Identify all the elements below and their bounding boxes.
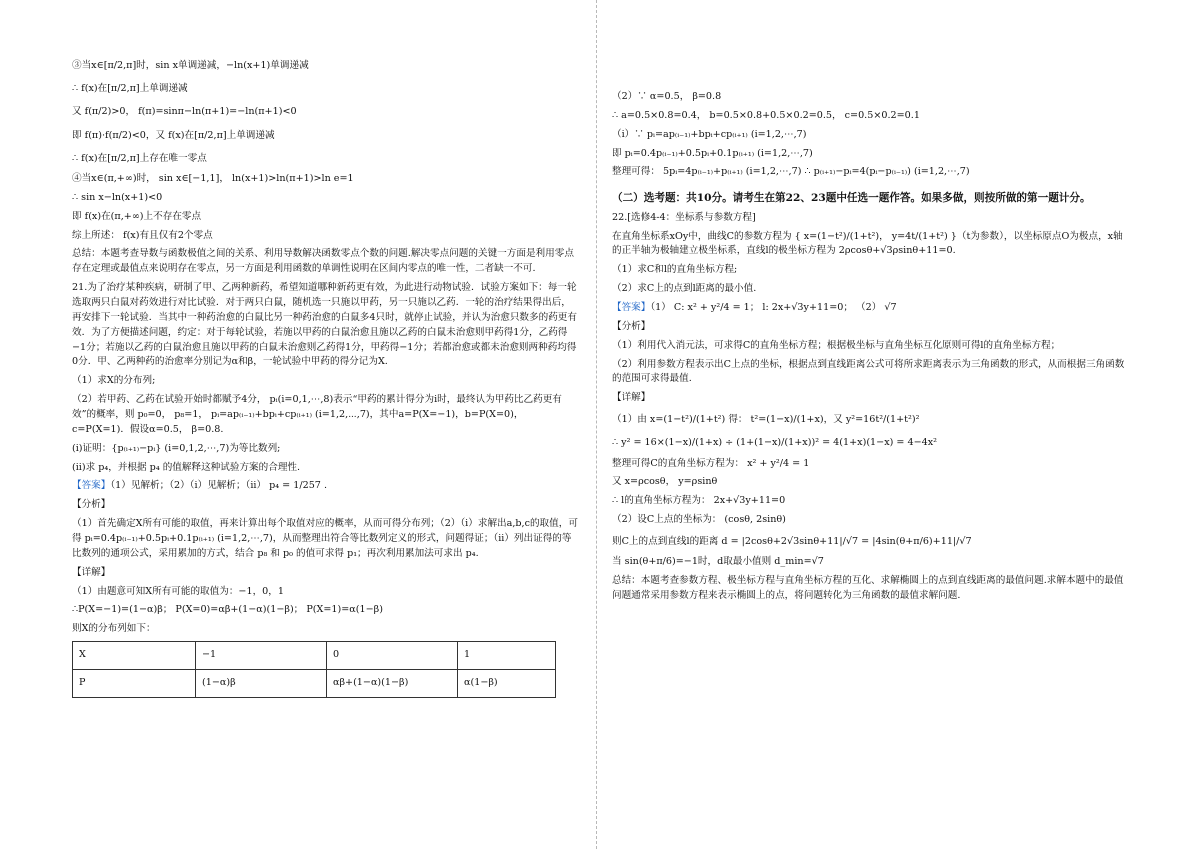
text-line: 则X的分布列如下： <box>72 623 156 635</box>
summary-paragraph: 总结：本题考查导数与函数极值之间的关系、利用导数解决函数零点个数的问题.解决零点问题的关键一方面是利用零点存在定理或最值点来说明存在零点，另一方面是利用函数的单调性说明在区间内零点的唯一性，二者缺一不可. <box>72 248 574 275</box>
table-cell: 1 <box>458 642 556 670</box>
text-line: 即 f(x)在(π,+∞)上不存在零点 <box>72 210 202 222</box>
text-line: 即 pᵢ=0.4p₍ᵢ₋₁₎+0.5pᵢ+0.1p₍ᵢ₊₁₎ (i=1,2,⋯,7) <box>612 147 813 159</box>
table-cell: X <box>73 642 196 670</box>
text-line: （2）∵ α=0.5， β=0.8 <box>612 91 722 102</box>
answer-text: （1）见解析；（2）（i）见解析；（ii） p₄ = 1/257 . <box>110 480 328 492</box>
text-line: (i)证明：{p₍ᵢ₊₁₎−pᵢ} (i=0,1,2,⋯,7)为等比数列; <box>72 442 281 454</box>
text-line: （2）求C上的点到l距离的最小值. <box>612 283 757 295</box>
answer-line <box>612 301 1128 316</box>
answer-text: （1） C: x² + y²/4 = 1； l: 2x+√3y+11=0； （2） √7 <box>650 302 897 313</box>
question-22-title: 22.[选修4-4：坐标系与参数方程] <box>612 211 756 223</box>
text-line: （1）求C和l的直角坐标方程; <box>612 264 738 276</box>
text-line: 综上所述： f(x)有且仅有2个零点 <box>72 229 213 241</box>
detail-tag: 【详解】 <box>72 566 111 578</box>
text-line: 整理可得C的直角坐标方程为： x² + y²/4 = 1 <box>612 457 810 469</box>
section-heading: （二）选考题：共10分。请考生在第22、23题中任选一题作答。如果多做，则按所做的第一题计分。 <box>612 192 1091 205</box>
text-line: ∴ f(x)在[π/2,π]上存在唯一零点 <box>72 152 207 164</box>
table-cell: α(1−β) <box>458 670 556 698</box>
detail-tag: 【详解】 <box>612 392 651 404</box>
answer-line <box>72 479 580 494</box>
text-line: 又 f(π/2)>0， f(π)=sinπ−ln(π+1)=−ln(π+1)<0 <box>72 106 297 118</box>
text-line: （2）若甲药、乙药在试验开始时都赋予4分， pᵢ(i=0,1,⋯,8)表示“甲药的累计得分为i时，最终认为甲药比乙药更有效”的概率，则 p₀=0， p₈=1， pᵢ=ap₍ᵢ₋₁₎+bpᵢ+cp₍ᵢ₊₁₎ (i=1,2,⋯,7)，其中a=P(X=−1)，b=P(X=0)，c=P(X=1)．假设α=0.5， β=0.8. <box>72 394 562 435</box>
table-row <box>73 642 556 670</box>
table-cell: (1−α)β <box>196 670 327 698</box>
text-line: 则C上的点到直线l的距离 d = |2cosθ+2√3sinθ+11|/√7 = |4sin(θ+π/6)+11|/√7 <box>612 535 972 547</box>
text-line: （i）∵ pᵢ=ap₍ᵢ₋₁₎+bpᵢ+cp₍ᵢ₊₁₎ (i=1,2,⋯,7) <box>612 128 807 140</box>
analysis-text: （2）利用参数方程表示出C上点的坐标，根据点到直线距离公式可将所求距离表示为三角函数的形式，从而根据三角函数的范围可求得最值. <box>612 358 1125 385</box>
text-line: ∴ sin x−ln(x+1)<0 <box>72 191 163 203</box>
text-line: 当 sin(θ+π/6)=−1时，d取最小值则 d_min=√7 <box>612 556 824 568</box>
summary-paragraph: 总结：本题考查参数方程、极坐标方程与直角坐标方程的互化、求解椭圆上的点到直线距离的最值问题.求解本题中的最值问题通常采用参数方程来表示椭圆上的点，将问题转化为三角函数的最值求解问题. <box>612 575 1124 601</box>
text-line: （2）设C上点的坐标为： (cosθ, 2sinθ) <box>612 514 786 526</box>
page-divider <box>596 0 597 849</box>
text-line: 即 f(π)·f(π/2)<0，又 f(x)在[π/2,π]上单调递减 <box>72 129 275 141</box>
text-line: （1）求X的分布列; <box>72 375 156 387</box>
table-cell: P <box>73 670 196 698</box>
text-line: (ii)求 p₄，并根据 p₄ 的值解释这种试验方案的合理性. <box>72 461 301 473</box>
analysis-tag: 【分析】 <box>612 320 651 332</box>
analysis-text: （1）利用代入消元法，可求得C的直角坐标方程；根据极坐标与直角坐标互化原则可得l的直角坐标方程； <box>612 339 1061 351</box>
analysis-tag: 【分析】 <box>72 499 111 511</box>
text-line: （1）由 x=(1−t²)/(1+t²) 得： t²=(1−x)/(1+x)，又 y²=16t²/(1+t²)² <box>612 414 920 426</box>
text-line: ③当x∈[π/2,π]时，sin x单调递减，−ln(x+1)单调递减 <box>72 60 309 71</box>
table-cell: 0 <box>327 642 458 670</box>
right-column <box>612 90 1128 608</box>
answer-tag: 【答案】 <box>72 480 111 492</box>
text-line: ∴ y² = 16×(1−x)/(1+x) ÷ (1+(1−x)/(1+x))² = 4(1+x)(1−x) = 4−4x² <box>612 437 937 449</box>
text-line: ∴ f(x)在[π/2,π]上单调递减 <box>72 83 188 95</box>
text-line: 又 x=ρcosθ， y=ρsinθ <box>612 476 718 488</box>
table-cell: −1 <box>196 642 327 670</box>
text-line: （1）由题意可知X所有可能的取值为：−1，0，1 <box>72 585 284 597</box>
answer-tag: 【答案】 <box>612 302 651 313</box>
text-line: ④当x∈(π,+∞)时， sin x∈[−1,1]， ln(x+1)>ln(π+1)>ln e=1 <box>72 172 354 184</box>
text-line: 整理可得： 5pᵢ=4p₍ᵢ₋₁₎+p₍ᵢ₊₁₎ (i=1,2,⋯,7) ∴ p₍ᵢ₊₁₎−pᵢ=4(pᵢ−p₍ᵢ₋₁₎) (i=1,2,⋯,7) <box>612 166 970 178</box>
left-column <box>72 56 580 698</box>
text-line: ∴ l的直角坐标方程为： 2x+√3y+11=0 <box>612 495 786 507</box>
table-row <box>73 670 556 698</box>
table-cell: αβ+(1−α)(1−β) <box>327 670 458 698</box>
question-22-text: 在直角坐标系xOy中，曲线C的参数方程为 { x=(1−t²)/(1+t²)， y=4t/(1+t²) }（t为参数），以坐标原点O为极点，x轴的正半轴为极轴建立极坐标系，直线l的极坐标方程为 2ρcosθ+√3ρsinθ+11=0. <box>612 230 1123 257</box>
text-line: ∴P(X=−1)=(1−α)β； P(X=0)=αβ+(1−α)(1−β)； P(X=1)=α(1−β) <box>72 604 383 616</box>
text-line: ∴ a=0.5×0.8=0.4， b=0.5×0.8+0.5×0.2=0.5， c=0.5×0.2=0.1 <box>612 109 920 121</box>
analysis-text: （1）首先确定X所有可能的取值，再来计算出每个取值对应的概率，从而可得分布列；（2）（i）求解出a,b,c的取值，可得 pᵢ=0.4p₍ᵢ₋₁₎+0.5pᵢ+0.1p₍ᵢ₊₁₎ (i=1,2,⋯,7)，从而整理出符合等比数列定义的形式，问题得证；（ii）列出证得的等比数列的通项公式，采用累加的方式，结合 p₈ 和 p₀ 的值可求得 p₁；再次利用累加法可求出 p₄. <box>72 518 578 559</box>
distribution-table <box>72 641 556 698</box>
question-21: 21.为了治疗某种疾病，研制了甲、乙两种新药，希望知道哪种新药更有效，为此进行动物试验．试验方案如下：每一轮选取两只白鼠对药效进行对比试验．对于两只白鼠，随机选一只施以甲药，另一只施以乙药．一轮的治疗结果得出后，再安排下一轮试验．当其中一种药治愈的白鼠比另一种药治愈的白鼠多4只时，就停止试验，并认为治愈只数多的药更有效．为了方便描述问题，约定：对于每轮试验，若施以甲药的白鼠治愈且施以乙药的白鼠未治愈则甲药得1分，乙药得−1分；若施以乙药的白鼠治愈且施以甲药的白鼠未治愈则乙药得1分，甲药得−1分；若都治愈或都未治愈则两种药均得0分．甲、乙两种药的治愈率分别记为α和β，一轮试验中甲药的得分记为X. <box>72 282 577 368</box>
